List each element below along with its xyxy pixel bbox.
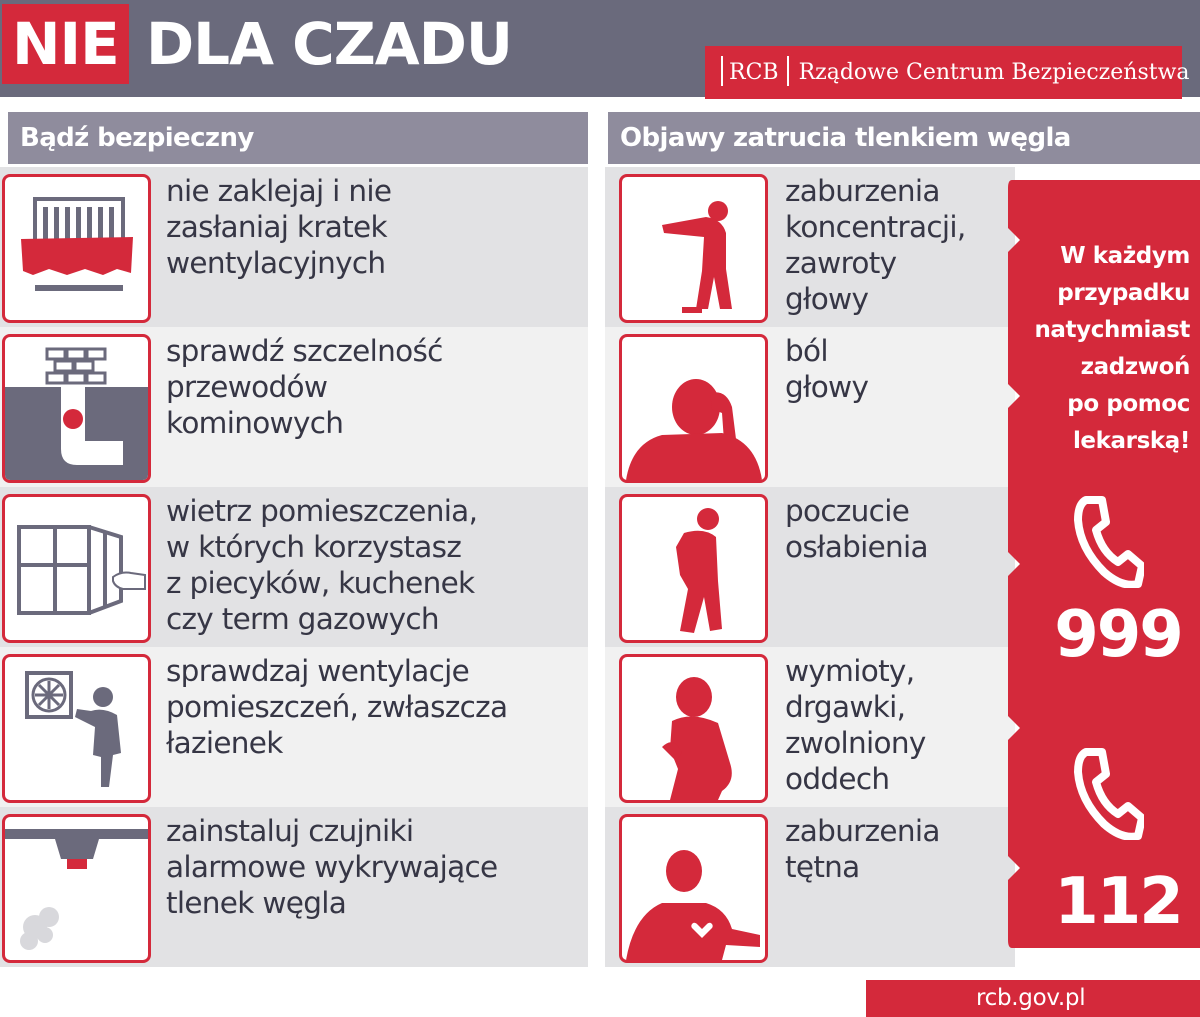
safety-item-line: zainstaluj czujniki — [166, 814, 414, 848]
dizzy-person-icon — [619, 174, 768, 323]
symptom-item — [605, 647, 1015, 807]
symptom-item-line: oddech — [785, 762, 890, 796]
call-instruction-line: W każdym — [1060, 243, 1190, 269]
safety-item-line: czy term gazowych — [166, 602, 439, 636]
call-instruction-line: lekarską! — [1072, 428, 1190, 454]
fan-person-icon — [2, 654, 151, 803]
headache-person-icon — [619, 334, 768, 483]
symptom-item-line: głowy — [785, 370, 869, 404]
badge-full-name: Rządowe Centrum Bezpieczeństwa — [798, 60, 1190, 85]
symptom-item — [605, 327, 1015, 487]
safety-item-line: kominowych — [166, 406, 344, 440]
emergency-call-panel — [996, 180, 1200, 948]
symptom-item — [605, 487, 1015, 647]
symptom-item-line: zawroty — [785, 246, 897, 280]
vent-grille-icon — [2, 174, 151, 323]
chimney-duct-icon — [2, 334, 151, 483]
safety-item-line: alarmowe wykrywające — [166, 850, 498, 884]
symptom-item-line: drgawki, — [785, 690, 906, 724]
co-detector-icon — [2, 814, 151, 963]
safety-item-line: zasłaniaj kratek — [166, 210, 387, 244]
rcb-badge — [705, 46, 1190, 99]
phone-handset-icon — [1072, 496, 1144, 588]
badge-abbreviation: RCB — [729, 60, 779, 85]
call-instruction-line: zadzwoń — [1080, 354, 1190, 380]
badge-divider — [721, 56, 723, 86]
safety-item — [0, 487, 588, 647]
symptom-item-line: głowy — [785, 282, 869, 316]
symptom-item-line: ból — [785, 334, 828, 368]
symptom-item-line: koncentracji, — [785, 210, 966, 244]
footer-url[interactable]: rcb.gov.pl — [866, 980, 1200, 1017]
call-instruction — [1014, 238, 1190, 460]
symptom-item — [605, 167, 1015, 327]
page-title: DLA CZADU — [146, 10, 512, 78]
weak-person-icon — [619, 494, 768, 643]
safety-item — [0, 647, 588, 807]
safety-item-line: sprawdź szczelność — [166, 334, 443, 368]
safety-item-line: pomieszczeń, zwłaszcza — [166, 690, 508, 724]
emergency-number-999: 999 — [1054, 598, 1182, 672]
call-instruction-line: przypadku — [1057, 280, 1190, 306]
symptom-item-line: wymioty, — [785, 654, 915, 688]
safety-item-line: z piecyków, kuchenek — [166, 566, 475, 600]
safety-heading: Bądź bezpieczny — [8, 112, 588, 164]
heart-pulse-person-icon — [619, 814, 768, 963]
call-instruction-line: po pomoc — [1067, 391, 1190, 417]
safety-item-line: wietrz pomieszczenia, — [166, 494, 478, 528]
call-instruction-line: natychmiast — [1034, 317, 1190, 343]
safety-item-line: tlenek węgla — [166, 886, 347, 920]
safety-item — [0, 807, 588, 967]
safety-item-line: wentylacyjnych — [166, 246, 386, 280]
badge-divider — [787, 56, 789, 86]
symptom-item-line: poczucie — [785, 494, 910, 528]
symptom-item-line: zwolniony — [785, 726, 926, 760]
symptom-item-line: zaburzenia — [785, 814, 940, 848]
symptom-item-line: zaburzenia — [785, 174, 940, 208]
symptom-item-line: osłabienia — [785, 530, 928, 564]
symptom-item — [605, 807, 1015, 967]
phone-handset-icon — [1072, 748, 1144, 840]
safety-item — [0, 167, 588, 327]
safety-item-line: sprawdzaj wentylacje — [166, 654, 470, 688]
safety-item-line: łazienek — [166, 726, 283, 760]
symptom-item-line: tętna — [785, 850, 860, 884]
emergency-number-112: 112 — [1054, 865, 1182, 939]
vomiting-person-icon — [619, 654, 768, 803]
safety-item-line: nie zaklejaj i nie — [166, 174, 392, 208]
open-window-icon — [2, 494, 151, 643]
safety-item-line: przewodów — [166, 370, 328, 404]
safety-item-line: w których korzystasz — [166, 530, 462, 564]
safety-item — [0, 327, 588, 487]
title-highlight: NIE — [2, 4, 129, 84]
symptoms-heading: Objawy zatrucia tlenkiem węgla — [608, 112, 1200, 164]
